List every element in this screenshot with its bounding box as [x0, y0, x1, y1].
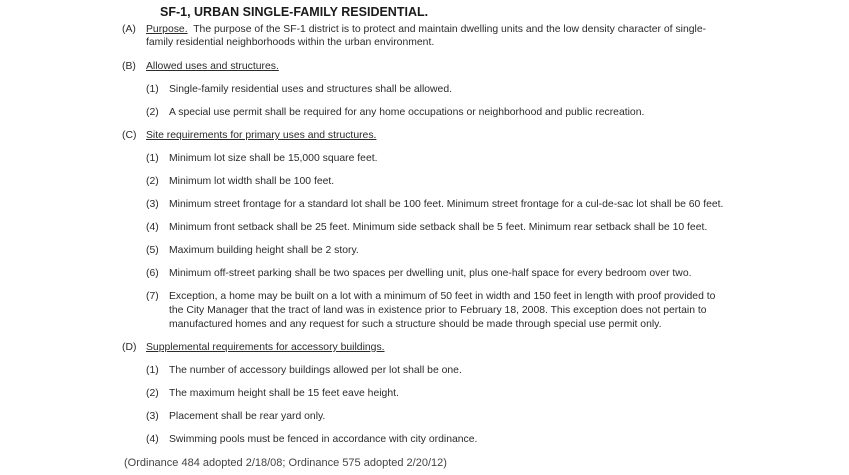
- item-number: (7): [146, 291, 159, 302]
- section-label: (B): [122, 61, 136, 72]
- item-text: Minimum street frontage for a standard lot shall be 100 feet. Minimum street frontage for a cul-de-sac lot shall be 60 feet.: [169, 199, 724, 210]
- item-text: Maximum building height shall be 2 story.: [169, 245, 359, 256]
- section-label: (D): [122, 342, 137, 353]
- item-text: Minimum lot width shall be 100 feet.: [169, 176, 335, 187]
- item-number: (2): [146, 176, 159, 187]
- item-text: Minimum lot size shall be 15,000 square feet.: [169, 153, 378, 164]
- item-number: (6): [146, 268, 159, 279]
- item-number: (1): [146, 153, 159, 164]
- item-number: (4): [146, 222, 159, 233]
- section-label: (A): [122, 24, 136, 35]
- section-text: The purpose of the SF-1 district is to protect and maintain dwelling units and the low density character of single-family residential neighborhoods within the urban environment.: [146, 24, 707, 48]
- item-number: (2): [146, 107, 159, 118]
- item-text: The maximum height shall be 15 feet eave height.: [169, 388, 399, 399]
- section-label: (C): [122, 130, 137, 141]
- item-text: A special use permit shall be required for any home occupations or neighborhood and public recreation.: [169, 107, 645, 118]
- item-number: (3): [146, 199, 159, 210]
- section-body: [146, 60, 716, 73]
- item-text: Minimum off-street parking shall be two spaces per dwelling unit, plus one-half space for every bedroom over two.: [169, 268, 692, 279]
- section-body: [146, 341, 716, 354]
- section-heading: Supplemental requirements for accessory buildings.: [146, 342, 385, 353]
- item-number: (5): [146, 245, 159, 256]
- item-text: Exception, a home may be built on a lot with a minimum of 50 feet in width and 150 feet in length with proof provided to the City Manager that the tract of land was in existence prior to February 18, 2008. This exception does not pertain to manufactured homes and any request for such a structure should be made through special use permit only.: [169, 291, 716, 330]
- section-heading: Allowed uses and structures.: [146, 61, 279, 72]
- item-number: (1): [146, 84, 159, 95]
- ordinance-footnote: (Ordinance 484 adopted 2/18/08; Ordinance 575 adopted 2/20/12): [124, 457, 447, 469]
- section-heading: Purpose.: [146, 24, 188, 35]
- item-text: Minimum front setback shall be 25 feet. Minimum side setback shall be 5 feet. Minimum rear setback shall be 10 feet.: [169, 222, 708, 233]
- item-text: Single-family residential uses and structures shall be allowed.: [169, 84, 452, 95]
- item-number: (1): [146, 365, 159, 376]
- section-heading: Site requirements for primary uses and structures.: [146, 130, 377, 141]
- item-number: (2): [146, 388, 159, 399]
- item-text: The number of accessory buildings allowed per lot shall be one.: [169, 365, 462, 376]
- item-number: (3): [146, 411, 159, 422]
- section-body: [146, 129, 716, 142]
- item-text: Placement shall be rear yard only.: [169, 411, 326, 422]
- section-body: [146, 23, 716, 49]
- document-title: SF-1, URBAN SINGLE-FAMILY RESIDENTIAL.: [160, 5, 429, 19]
- item-text: Swimming pools must be fenced in accordance with city ordinance.: [169, 434, 478, 445]
- item-number: (4): [146, 434, 159, 445]
